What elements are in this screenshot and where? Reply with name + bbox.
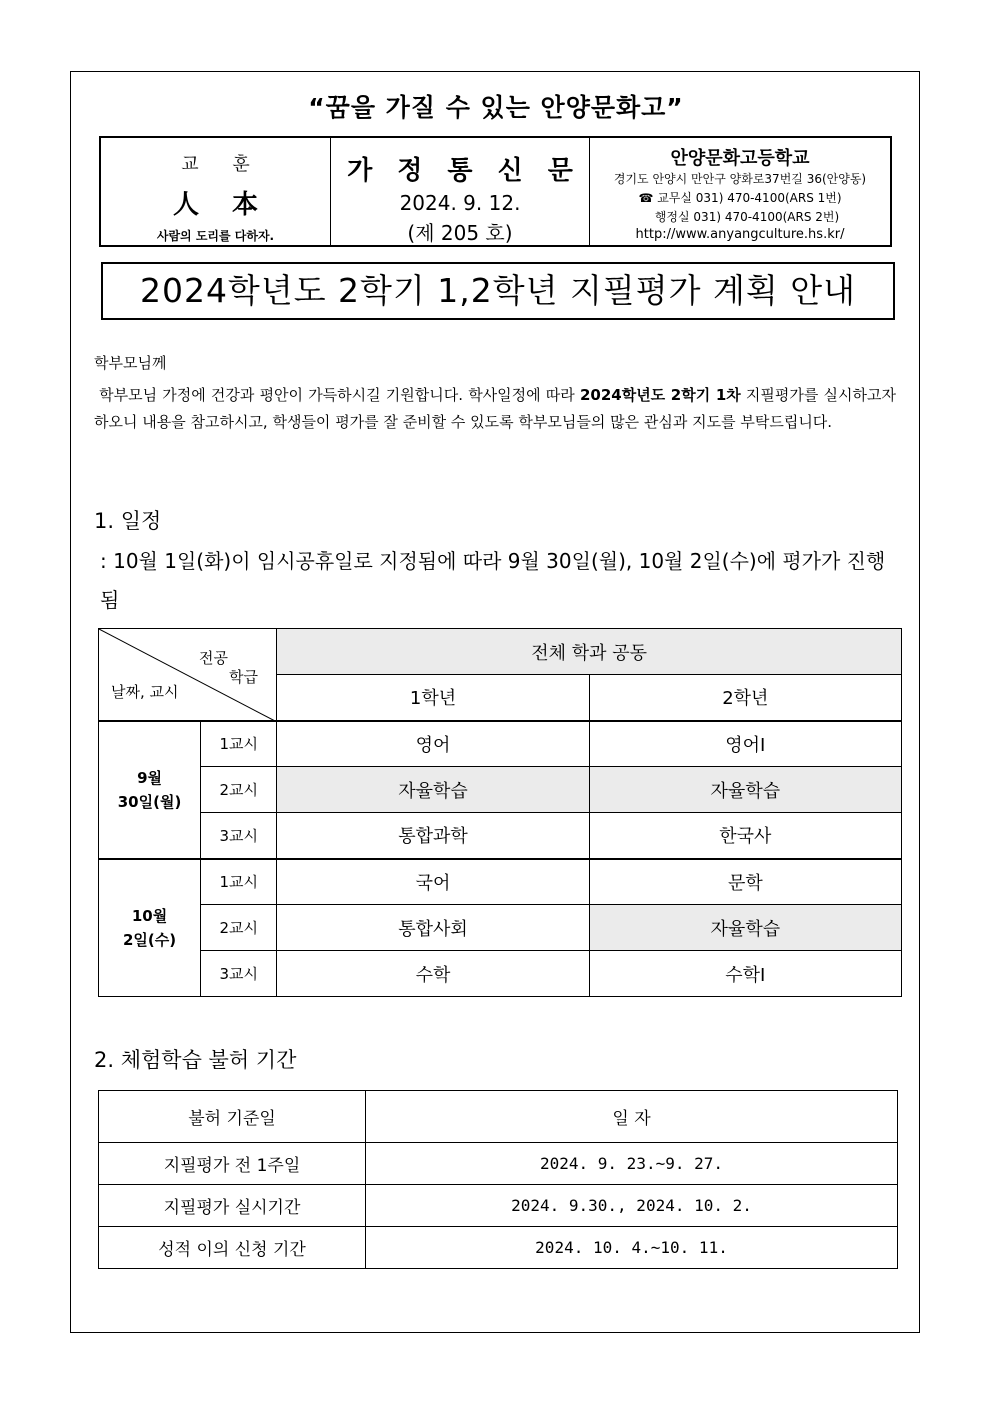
- date-cell: [99, 859, 201, 997]
- table-row: [99, 721, 902, 767]
- table-row: [99, 813, 902, 859]
- period-cell: 1교시: [201, 859, 277, 905]
- grade2-subject: 영어Ⅰ: [589, 721, 901, 767]
- schedule-body: [99, 721, 902, 997]
- motto-cell: [101, 138, 331, 245]
- section-heading-restriction: 2. 체험학습 불허 기간: [94, 1048, 297, 1072]
- table-row: [99, 767, 902, 813]
- date-line1: 9월: [137, 768, 163, 787]
- grade1-header: 1학년: [277, 675, 589, 721]
- intro-text-bold: 2024학년도 2학기 1차: [579, 386, 741, 404]
- grade1-subject: 통합과학: [277, 813, 589, 859]
- period-cell: 2교시: [201, 905, 277, 951]
- date-cell: [99, 721, 201, 859]
- grade2-subject: 문학: [589, 859, 901, 905]
- school-phone-office: ☎ 교무실 031) 470-4100(ARS 1번): [638, 191, 842, 205]
- table-row: [99, 859, 902, 905]
- restriction-col1-header: 불허 기준일: [99, 1091, 366, 1143]
- intro-text-1: 학부모님 가정에 건강과 평안이 가득하시길 기원합니다. 학사일정에 따라: [99, 386, 580, 404]
- grade1-subject: 국어: [277, 859, 589, 905]
- newsletter-issue: (제 205 호): [407, 221, 513, 245]
- restriction-label: 지필평가 전 1주일: [99, 1143, 366, 1185]
- newsletter-date: 2024. 9. 12.: [399, 191, 521, 215]
- motto: 人 本: [172, 190, 271, 220]
- corner-date-label: 날짜, 교시: [111, 683, 179, 701]
- period-cell: 3교시: [201, 813, 277, 859]
- school-name: 안양문화고등학교: [670, 148, 810, 169]
- period-cell: 2교시: [201, 767, 277, 813]
- grade1-subject: 영어: [277, 721, 589, 767]
- restriction-date: 2024. 9.30., 2024. 10. 2.: [366, 1185, 898, 1227]
- restriction-date: 2024. 10. 4.~10. 11.: [366, 1227, 898, 1269]
- exam-schedule-table: [98, 628, 902, 997]
- table-row: [99, 905, 902, 951]
- section-heading-schedule: 1. 일정: [94, 509, 162, 533]
- group-header: 전체 학과 공동: [277, 629, 902, 675]
- restriction-table: [98, 1090, 898, 1269]
- schedule-note: : 10월 1일(화)이 임시공휴일로 지정됨에 따라 9월 30일(월), 10월 2일(수)에 평가가 진행됨: [100, 549, 886, 612]
- grade1-subject: 통합사회: [277, 905, 589, 951]
- date-line2: 30일(월): [117, 792, 182, 811]
- intro-paragraph: [94, 382, 896, 436]
- school-phone-admin: 행정실 031) 470-4100(ARS 2번): [654, 210, 840, 224]
- restriction-body: [99, 1143, 898, 1269]
- period-cell: 1교시: [201, 721, 277, 767]
- date-line2: 2일(수): [122, 930, 177, 949]
- grade2-header: 2학년: [589, 675, 901, 721]
- table-row: [99, 1185, 898, 1227]
- corner-major-label: 전공: [199, 649, 228, 667]
- corner-grade-label: 학급: [229, 668, 258, 686]
- grade2-subject: 자율학습: [589, 905, 901, 951]
- document-title: 2024학년도 2학기 1,2학년 지필평가 계획 안내: [101, 262, 895, 320]
- grade2-subject: 수학Ⅰ: [589, 951, 901, 997]
- greeting: 학부모님께: [94, 354, 167, 372]
- school-info-cell: [590, 138, 890, 245]
- period-cell: 3교시: [201, 951, 277, 997]
- school-slogan: “꿈을 가질 수 있는 안양문화고”: [308, 93, 684, 122]
- newsletter-header: [99, 136, 892, 247]
- restriction-col2-header: 일 자: [366, 1091, 898, 1143]
- table-row: [99, 1227, 898, 1269]
- intro-text-2: 지필평가를 실시하고자 하오니 내용을 참고하시고, 학생들이 평가를 잘 준비할 수 있도록 학부모님들의 많은 관심과 지도를 부탁드립니다.: [94, 386, 896, 431]
- restriction-date: 2024. 9. 23.~9. 27.: [366, 1143, 898, 1185]
- newsletter-info-cell: [331, 138, 590, 245]
- date-line1: 10월: [131, 906, 168, 925]
- restriction-label: 지필평가 실시기간: [99, 1185, 366, 1227]
- grade1-subject: 자율학습: [277, 767, 589, 813]
- grade2-subject: 한국사: [589, 813, 901, 859]
- school-url[interactable]: http://www.anyangculture.hs.kr/: [635, 227, 845, 242]
- grade1-subject: 수학: [277, 951, 589, 997]
- school-address: 경기도 안양시 만안구 양화로37번길 36(안양동): [613, 172, 867, 186]
- motto-subtitle: 사람의 도리를 다하자.: [156, 229, 275, 243]
- motto-label: 교 훈: [181, 154, 264, 175]
- grade2-subject: 자율학습: [589, 767, 901, 813]
- newsletter-title: 가 정 통 신 문: [347, 156, 581, 186]
- table-corner-cell: [99, 629, 277, 721]
- restriction-label: 성적 이의 신청 기간: [99, 1227, 366, 1269]
- table-row: [99, 1143, 898, 1185]
- table-row: [99, 951, 902, 997]
